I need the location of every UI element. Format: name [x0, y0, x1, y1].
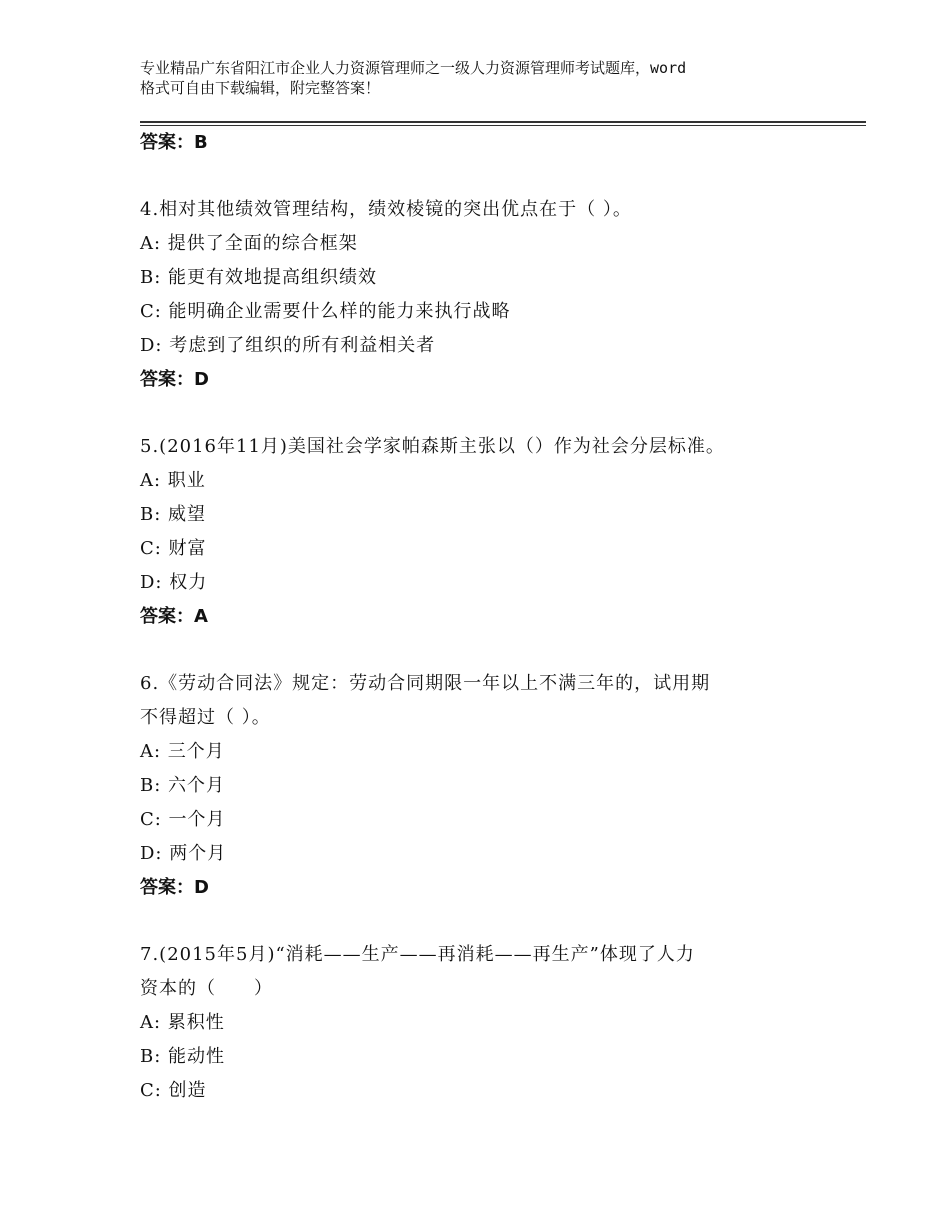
question-content: [140, 126, 820, 1108]
option-c: C: 能明确企业需要什么样的能力来执行战略: [140, 301, 511, 322]
option-a: A: 职业: [140, 470, 206, 491]
option-d: D: 权力: [140, 572, 208, 593]
spacer: [140, 905, 820, 938]
header-rule-thick: [140, 121, 866, 123]
option-b: B: 六个月: [140, 775, 226, 796]
spacer: [140, 160, 820, 193]
option-d: D: 考虑到了组织的所有利益相关者: [140, 335, 436, 356]
question-block: [140, 667, 820, 905]
option-b: B: 能动性: [140, 1046, 226, 1067]
question-text: 5.(2016年11月)美国社会学家帕森斯主张以（）作为社会分层标准。: [140, 436, 725, 457]
answer-label: 答案：B: [140, 132, 208, 153]
question-block: [140, 193, 820, 397]
option-c: C: 一个月: [140, 809, 226, 830]
question-block: [140, 938, 820, 1108]
question-text: 7.(2015年5月)“消耗——生产——再消耗——再生产”体现了人力: [140, 944, 695, 965]
document-header: [140, 58, 840, 98]
option-d: D: 两个月: [140, 843, 227, 864]
answer-label: 答案：A: [140, 606, 208, 627]
question-block: [140, 430, 820, 634]
option-a: A: 提供了全面的综合框架: [140, 233, 358, 254]
header-line-1: 专业精品广东省阳江市企业人力资源管理师之一级人力资源管理师考试题库，word: [140, 59, 687, 77]
question-text: 6.《劳动合同法》规定：劳动合同期限一年以上不满三年的，试用期: [140, 673, 711, 694]
question-text: 4.相对其他绩效管理结构，绩效棱镜的突出优点在于（ ）。: [140, 199, 632, 220]
spacer: [140, 397, 820, 430]
header-line-2: 格式可自由下载编辑，附完整答案！: [140, 79, 381, 97]
option-b: B: 威望: [140, 504, 207, 525]
question-text-continued: 不得超过（ ）。: [140, 707, 271, 728]
option-c: C: 财富: [140, 538, 207, 559]
option-b: B: 能更有效地提高组织绩效: [140, 267, 378, 288]
option-a: A: 三个月: [140, 741, 225, 762]
answer-label: 答案：D: [140, 369, 209, 390]
answer-label: 答案：D: [140, 877, 209, 898]
spacer: [140, 634, 820, 667]
question-text-continued: 资本的（ ）: [140, 978, 273, 999]
option-c: C: 创造: [140, 1080, 207, 1101]
option-a: A: 累积性: [140, 1012, 225, 1033]
